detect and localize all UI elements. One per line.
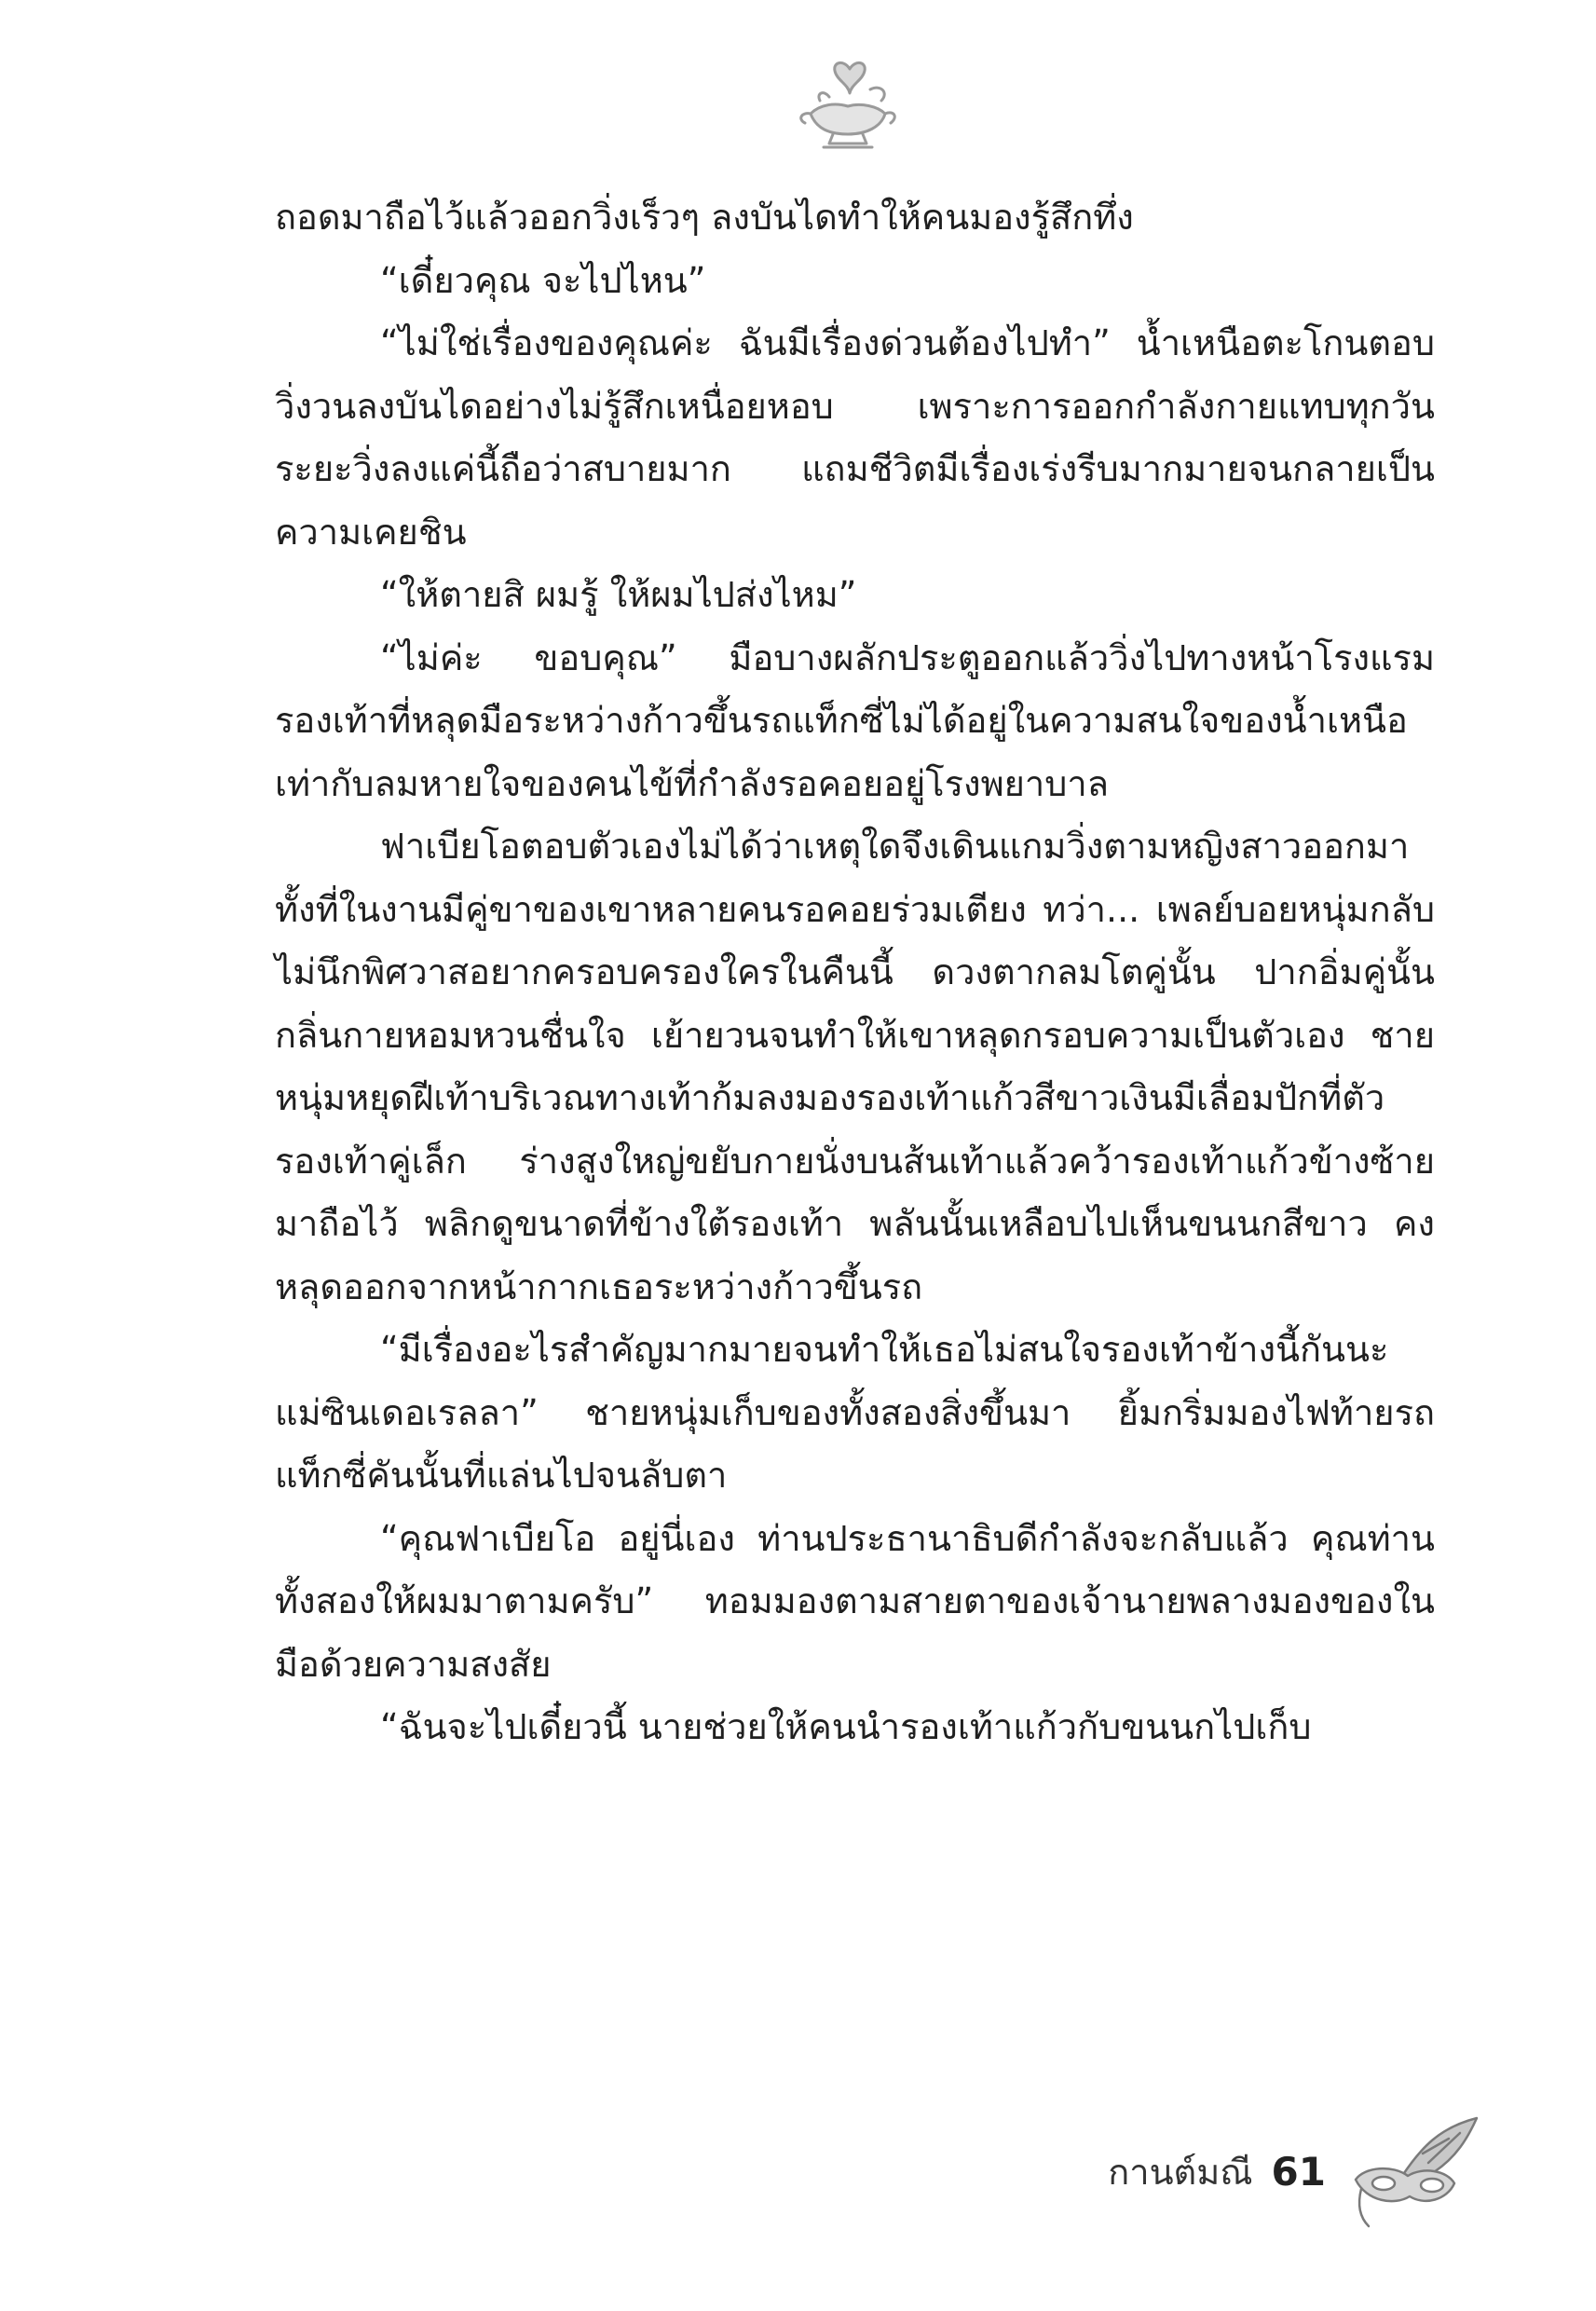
paragraph-4: “ให้ตายสิ ผมรู้ ให้ผมไปส่งไหม” — [380, 574, 857, 615]
paragraph-9: “ฉันจะไปเดี๋ยวนี้ นายช่วยให้คนนำรองเท้าแก้วกับขนนกไปเก็บ — [380, 1706, 1312, 1747]
page-number: 61 — [1271, 2148, 1326, 2195]
paragraph-2: “เดี๋ยวคุณ จะไปไหน” — [380, 259, 706, 301]
page-footer — [1108, 2115, 1486, 2227]
book-title: กานต์มณี — [1108, 2151, 1253, 2193]
paragraph-3: “ไม่ใช่เรื่องของคุณค่ะ ฉันมีเรื่องด่วนต้องไปทำ” น้ำเหนือตะโกนตอบ วิ่งวนลงบันไดอย่างไม่รู้สึกเหนื่อยหอบ เพราะการออกกำลังกายแทบทุกวัน ระยะวิ่งลงแค่นี้ถือว่าสบายมาก แถมชีวิตมีเรื่องเร่งรีบมากมายจนกลายเป็นความเคยชิน — [275, 322, 1435, 553]
paragraph-7: “มีเรื่องอะไรสำคัญมากมายจนทำให้เธอไม่สนใจรองเท้าข้างนี้กันนะ แม่ซินเดอเรลลา” ชายหนุ่มเก็บของทั้งสองสิ่งขึ้นมา ยิ้มกริ่มมองไฟท้ายรถแท็กซี่คันนั้นที่แล่นไปจนลับตา — [275, 1329, 1435, 1496]
paragraph-6: ฟาเบียโอตอบตัวเองไม่ได้ว่าเหตุใดจึงเดินแกมวิ่งตามหญิงสาวออกมา ทั้งที่ในงานมีคู่ขาของเขาหลายคนรอคอยร่วมเตียง ทว่า... เพลย์บอยหนุ่มกลับไม่นึกพิศวาสอยากครอบครองใครในคืนนี้ ดวงตากลมโตคู่นั้น ปากอิ่มคู่นั้น กลิ่นกายหอมหวนชื่นใจ เย้ายวนจนทำให้เขาหลุดกรอบความเป็นตัวเอง ชายหนุ่มหยุดฝีเท้าบริเวณทางเท้าก้มลงมองรองเท้าแก้วสีขาวเงินมีเลื่อมปักที่ตัวรองเท้าคู่เล็ก ร่างสูงใหญ่ขยับกายนั่งบนส้นเท้าแล้วคว้ารองเท้าแก้วข้างซ้ายมาถือไว้ พลิกดูขนาดที่ข้างใต้รองเท้า พลันนั้นเหลือบไปเห็นขนนกสีขาว คงหลุดออกจากหน้ากากเธอระหว่างก้าวขึ้นรถ — [275, 826, 1435, 1307]
paragraph-5: “ไม่ค่ะ ขอบคุณ” มือบางผลักประตูออกแล้ววิ่งไปทางหน้าโรงแรม รองเท้าที่หลุดมือระหว่างก้าวขึ้นรถแท็กซี่ไม่ได้อยู่ในความสนใจของน้ำเหนือเท่ากับลมหายใจของคนไข้ที่กำลังรอคอยอยู่โรงพยาบาล — [275, 636, 1435, 804]
feathered-masquerade-mask-icon — [1337, 2111, 1486, 2232]
paragraph-8: “คุณฟาเบียโอ อยู่นี่เอง ท่านประธานาธิบดีกำลังจะกลับแล้ว คุณท่านทั้งสองให้ผมมาตามครับ” ทอมมองตามสายตาของเจ้านายพลางมองของในมือด้วยความสงสัย — [275, 1517, 1435, 1685]
genie-lamp-heart-icon — [792, 56, 904, 158]
body-text — [275, 186, 1435, 1759]
paragraph-1: ถอดมาถือไว้แล้วออกวิ่งเร็วๆ ลงบันไดทำให้คนมองรู้สึกทึ่ง — [275, 197, 1134, 238]
